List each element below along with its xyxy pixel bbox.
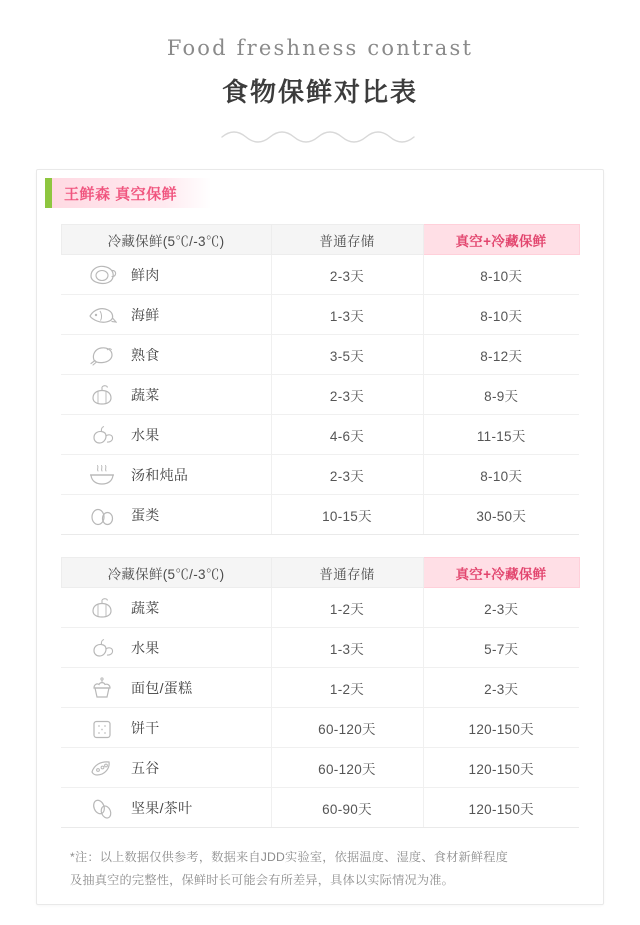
row-category bbox=[61, 788, 271, 828]
comparison-card bbox=[36, 169, 604, 905]
brand-ribbon bbox=[45, 178, 211, 208]
row-vacuum-value: 120-150天 bbox=[423, 788, 579, 828]
row-category bbox=[61, 255, 271, 295]
table-row bbox=[61, 588, 579, 628]
cake-icon bbox=[87, 675, 117, 701]
footnote-line-1: *注：以上数据仅供参考，数据来自JDD实验室，依据温度、湿度、食材新鲜程度 bbox=[70, 850, 509, 864]
row-vacuum-value: 8-12天 bbox=[423, 335, 579, 375]
row-label: 蔬菜 bbox=[131, 386, 160, 403]
page-header bbox=[0, 0, 640, 143]
row-label: 坚果/茶叶 bbox=[131, 799, 193, 816]
row-vacuum-value: 2-3天 bbox=[423, 588, 579, 628]
column-header-category: 冷藏保鲜(5℃/-3℃) bbox=[61, 225, 271, 255]
row-normal-value: 10-15天 bbox=[271, 495, 423, 535]
row-category bbox=[61, 455, 271, 495]
table-row bbox=[61, 495, 579, 535]
row-label: 水果 bbox=[131, 426, 160, 443]
row-label: 熟食 bbox=[131, 346, 160, 363]
row-vacuum-value: 11-15天 bbox=[423, 415, 579, 455]
row-normal-value: 2-3天 bbox=[271, 455, 423, 495]
row-category bbox=[61, 375, 271, 415]
soup-icon bbox=[87, 462, 117, 488]
row-category bbox=[61, 295, 271, 335]
table-row bbox=[61, 335, 579, 375]
footnote bbox=[70, 846, 570, 891]
nuts-icon bbox=[87, 795, 117, 821]
row-label: 饼干 bbox=[131, 719, 160, 736]
fruit-icon bbox=[87, 422, 117, 448]
row-normal-value: 1-2天 bbox=[271, 668, 423, 708]
row-vacuum-value: 8-9天 bbox=[423, 375, 579, 415]
column-header-normal: 普通存储 bbox=[271, 225, 423, 255]
table-row bbox=[61, 748, 579, 788]
row-label: 水果 bbox=[131, 639, 160, 656]
row-vacuum-value: 30-50天 bbox=[423, 495, 579, 535]
row-label: 鲜肉 bbox=[131, 266, 160, 283]
row-normal-value: 2-3天 bbox=[271, 255, 423, 295]
row-vacuum-value: 120-150天 bbox=[423, 748, 579, 788]
row-normal-value: 2-3天 bbox=[271, 375, 423, 415]
table-header-row bbox=[61, 225, 579, 255]
egg-icon bbox=[87, 502, 117, 528]
table-row bbox=[61, 415, 579, 455]
row-normal-value: 1-3天 bbox=[271, 628, 423, 668]
wave-divider-icon bbox=[220, 125, 420, 143]
row-category bbox=[61, 748, 271, 788]
table-row bbox=[61, 668, 579, 708]
row-category bbox=[61, 588, 271, 628]
row-label: 五谷 bbox=[131, 759, 160, 776]
row-label: 面包/蛋糕 bbox=[131, 679, 193, 696]
row-vacuum-value: 8-10天 bbox=[423, 295, 579, 335]
row-normal-value: 1-2天 bbox=[271, 588, 423, 628]
row-label: 蔬菜 bbox=[131, 599, 160, 616]
column-header-normal: 普通存储 bbox=[271, 558, 423, 588]
row-normal-value: 60-90天 bbox=[271, 788, 423, 828]
row-normal-value: 1-3天 bbox=[271, 295, 423, 335]
row-label: 海鲜 bbox=[131, 306, 160, 323]
vegetable-icon bbox=[87, 595, 117, 621]
row-vacuum-value: 5-7天 bbox=[423, 628, 579, 668]
table-row bbox=[61, 295, 579, 335]
row-vacuum-value: 120-150天 bbox=[423, 708, 579, 748]
row-normal-value: 4-6天 bbox=[271, 415, 423, 455]
table-row bbox=[61, 455, 579, 495]
page-title-chinese: 食物保鲜对比表 bbox=[221, 77, 418, 107]
row-normal-value: 60-120天 bbox=[271, 748, 423, 788]
row-category bbox=[61, 415, 271, 455]
table-row bbox=[61, 788, 579, 828]
row-vacuum-value: 8-10天 bbox=[423, 255, 579, 295]
row-vacuum-value: 2-3天 bbox=[423, 668, 579, 708]
page-title-english: Food freshness contrast bbox=[166, 36, 474, 60]
column-header-vacuum: 真空+冷藏保鲜 bbox=[423, 558, 579, 588]
row-normal-value: 3-5天 bbox=[271, 335, 423, 375]
row-category bbox=[61, 708, 271, 748]
table-row bbox=[61, 375, 579, 415]
row-normal-value: 60-120天 bbox=[271, 708, 423, 748]
row-category bbox=[61, 335, 271, 375]
row-category bbox=[61, 628, 271, 668]
fish-icon bbox=[87, 302, 117, 328]
table-row bbox=[61, 628, 579, 668]
meat-icon bbox=[87, 262, 117, 288]
row-label: 汤和炖品 bbox=[131, 466, 189, 483]
vegetable-icon bbox=[87, 382, 117, 408]
table-row bbox=[61, 255, 579, 295]
column-header-vacuum: 真空+冷藏保鲜 bbox=[423, 225, 579, 255]
row-category bbox=[61, 495, 271, 535]
table-row bbox=[61, 708, 579, 748]
chicken-icon bbox=[87, 342, 117, 368]
brand-label: 王鲜森 真空保鲜 bbox=[64, 185, 178, 203]
freshness-table-2 bbox=[61, 557, 580, 828]
fruit-icon bbox=[87, 635, 117, 661]
row-vacuum-value: 8-10天 bbox=[423, 455, 579, 495]
table-header-row bbox=[61, 558, 579, 588]
brand-accent-bar bbox=[45, 178, 52, 208]
row-label: 蛋类 bbox=[131, 506, 160, 523]
biscuit-icon bbox=[87, 715, 117, 741]
column-header-category: 冷藏保鲜(5℃/-3℃) bbox=[61, 558, 271, 588]
row-category bbox=[61, 668, 271, 708]
footnote-line-2: 及抽真空的完整性，保鲜时长可能会有所差异，具体以实际情况为准。 bbox=[70, 872, 455, 887]
grain-icon bbox=[87, 755, 117, 781]
freshness-table-1 bbox=[61, 224, 580, 535]
